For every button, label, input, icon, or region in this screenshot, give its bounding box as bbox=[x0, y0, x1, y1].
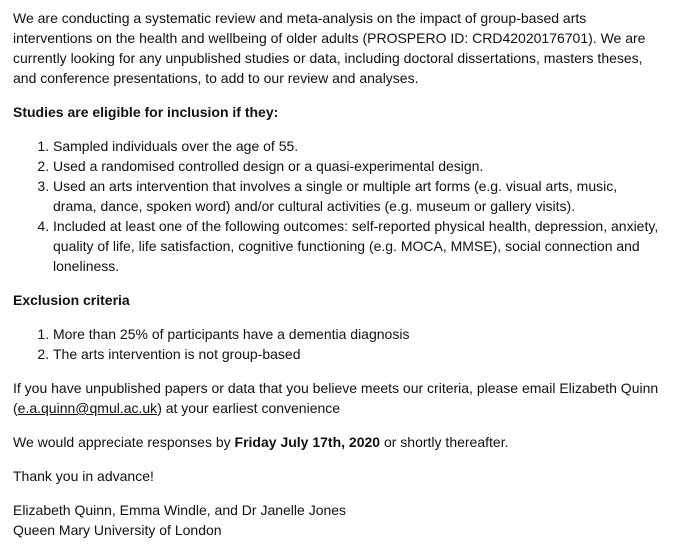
thanks-text: Thank you in advance! bbox=[13, 468, 154, 484]
deadline-date: Friday July 17th, 2020 bbox=[234, 434, 381, 450]
contact-text-before: If you have unpublished papers or data that you believe meets our criteria, please email Elizabeth Quinn ( bbox=[13, 380, 659, 416]
deadline-paragraph bbox=[13, 432, 664, 452]
list-item: 2. The arts intervention is not group-based bbox=[53, 344, 664, 364]
contact-text-after: ) at your earliest convenience bbox=[157, 400, 341, 416]
email-link[interactable]: e.a.quinn@qmul.ac.uk bbox=[17, 400, 158, 416]
exclusion-heading: Exclusion criteria bbox=[13, 292, 130, 308]
contact-paragraph bbox=[13, 378, 664, 418]
list-item: 3. Used an arts intervention that involves a single or multiple art forms (e.g. visual arts, music, drama, dance, spoken word) and/or cultural activities (e.g. museum or gallery visits). bbox=[53, 176, 664, 216]
list-item: 1. More than 25% of participants have a dementia diagnosis bbox=[53, 324, 664, 344]
list-item: 4. Included at least one of the following outcomes: self-reported physical health, depression, anxiety, quality of life, life satisfaction, cognitive functioning (e.g. MOCA, MMSE), social connection and loneliness. bbox=[53, 216, 664, 276]
signature-names: Elizabeth Quinn, Emma Windle, and Dr Janelle Jones bbox=[13, 502, 347, 518]
signature-institution: Queen Mary University of London bbox=[13, 522, 222, 538]
list-item: 2. Used a randomised controlled design or a quasi-experimental design. bbox=[53, 156, 664, 176]
intro-paragraph: We are conducting a systematic review and meta-analysis on the impact of group-based arts interventions on the health and wellbeing of older adults (PROSPERO ID: CRD42020176701). We are currently looking for any unpublished studies or data, including doctoral dissertations, masters theses, and conference presentations, to add to our review and analyses. bbox=[13, 10, 646, 86]
inclusion-heading: Studies are eligible for inclusion if they: bbox=[13, 104, 279, 120]
deadline-text-after: or shortly thereafter. bbox=[380, 434, 509, 450]
inclusion-list bbox=[13, 136, 664, 276]
list-item: 1. Sampled individuals over the age of 55. bbox=[53, 136, 664, 156]
deadline-text-before: We would appreciate responses by bbox=[13, 434, 235, 450]
exclusion-list bbox=[13, 324, 664, 364]
